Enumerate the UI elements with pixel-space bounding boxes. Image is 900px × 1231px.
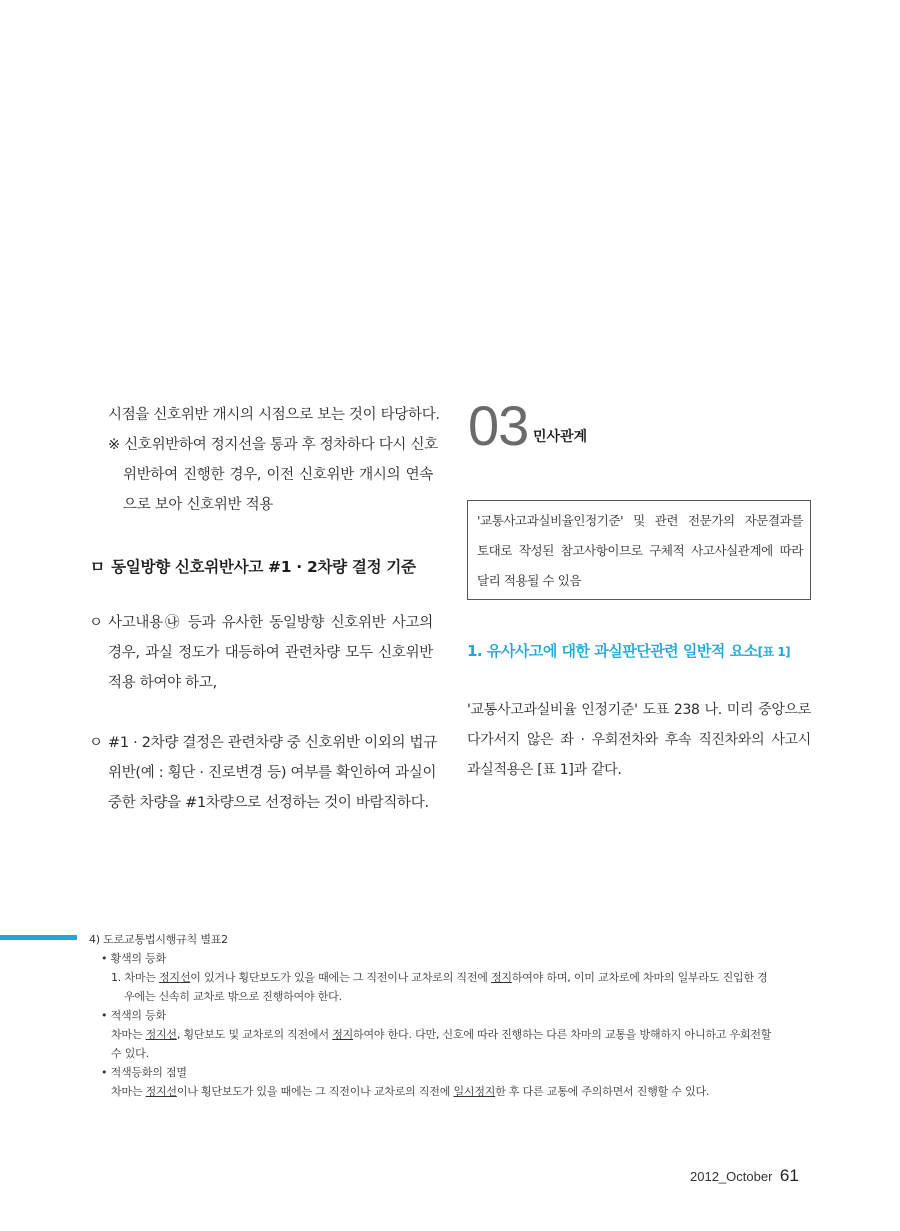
- paragraph-line: '교통사고과실비율 인정기준' 도표 238 나. 미리 중앙으로: [467, 702, 811, 718]
- paragraph-line: 시점을 신호위반 개시의 시점으로 보는 것이 타당하다.: [108, 407, 440, 423]
- note-line: 으로 보아 신호위반 적용: [123, 497, 273, 513]
- footnote-underlined: 정지선: [145, 1028, 177, 1041]
- notice-line: 달리 적용될 수 있음: [477, 573, 582, 588]
- footnote-line: [111, 968, 768, 987]
- footnote-text: 이 있거나 횡단보도가 있을 때에는 그 직전이나 교차로의 직전에: [190, 971, 491, 984]
- note-line: 위반하여 진행한 경우, 이전 신호위반 개시의 연속: [123, 467, 433, 483]
- footnote-bullet-title: • 황색의 등화: [101, 952, 167, 965]
- notice-line: '교통사고과실비율인정기준' 및 관련 전문가의 자문결과를: [477, 513, 803, 528]
- footnote-text: , 횡단보도 및 교차로의 직전에서: [176, 1028, 333, 1041]
- page-number: 61: [779, 1166, 799, 1185]
- footnote-underlined: 정지선: [145, 1085, 177, 1098]
- footnote-text: 하여야 하며, 이미 교차로에 차마의 일부라도 진입한 경: [511, 971, 768, 984]
- footnote-line: [111, 1025, 771, 1044]
- list-item-line: #1 · 2차량 결정은 관련차량 중 신호위반 이외의 법규: [108, 735, 437, 751]
- list-item-line: 위반(예 : 횡단 · 진로변경 등) 여부를 확인하여 과실이: [108, 765, 437, 781]
- paragraph-line: 과실적용은 [표 1]과 같다.: [467, 762, 622, 778]
- notice-line: 토대로 작성된 참고사항이므로 구체적 사고사실관계에 따라: [477, 543, 803, 558]
- footnote-text: 1. 차마는: [111, 971, 159, 984]
- footnote-underlined: 일시정지: [453, 1085, 496, 1098]
- paragraph-line: 다가서지 않은 좌 · 우회전차와 후속 직진차와의 사고시: [467, 732, 811, 748]
- footnote-underlined: 정지선: [158, 971, 191, 984]
- footnote-text: 한 후 다른 교통에 주의하면서 진행할 수 있다.: [495, 1085, 710, 1098]
- square-bullet: ㅁ: [90, 558, 105, 576]
- section-heading-text: 동일방향 신호위반사고 #1 · 2차량 결정 기준: [111, 558, 416, 576]
- footnote-text: 차마는: [111, 1085, 146, 1098]
- footnote-bullet-title: • 적색등화의 점멸: [101, 1066, 187, 1079]
- section-title: 민사관계: [533, 429, 588, 445]
- section-heading: [90, 555, 416, 577]
- subheading-text: 1. 유사사고에 대한 과실판단관련 일반적 요소: [467, 642, 758, 660]
- notice-box: [467, 500, 811, 600]
- list-item-line: 중한 차량을 #1차량으로 선정하는 것이 바람직하다.: [108, 795, 429, 811]
- note-line: ※ 신호위반하여 정지선을 통과 후 정차하다 다시 신호: [108, 437, 438, 453]
- footnote-underlined: 정지: [491, 971, 512, 984]
- footnote-line: 우에는 신속히 교차로 밖으로 진행하여야 한다.: [124, 990, 342, 1003]
- footnote-text: 차마는: [111, 1028, 146, 1041]
- subheading: [467, 640, 790, 661]
- footnote-bullet-title: • 적색의 등화: [101, 1009, 167, 1022]
- footnote-line: [111, 1082, 709, 1101]
- circle-bullet: ㅇ: [89, 735, 103, 751]
- footnote-text: 이나 횡단보도가 있을 때에는 그 직전이나 교차로의 직전에: [176, 1085, 454, 1098]
- page-footer: [690, 1166, 799, 1186]
- footnote-text: 하여야 한다. 다만, 신호에 따라 진행하는 다른 차마의 교통을 방해하지 아니하고 우회전할: [353, 1028, 772, 1041]
- table-reference: [표 1]: [757, 645, 791, 659]
- footnote-underlined: 정지: [332, 1028, 354, 1041]
- circle-bullet: ㅇ: [89, 615, 103, 631]
- footnote-line: 수 있다.: [111, 1047, 149, 1060]
- list-item-line: 경우, 과실 정도가 대등하여 관련차량 모두 신호위반: [108, 645, 433, 661]
- section-number: 03: [468, 394, 529, 457]
- footnote-accent-bar: [0, 935, 77, 940]
- footnote-title: 4) 도로교통법시행규칙 별표2: [89, 933, 228, 946]
- issue-label: 2012_October: [690, 1169, 773, 1184]
- list-item-line: 적용 하여야 하고,: [108, 675, 217, 691]
- list-item-line: 사고내용㉯ 등과 유사한 동일방향 신호위반 사고의: [108, 615, 433, 631]
